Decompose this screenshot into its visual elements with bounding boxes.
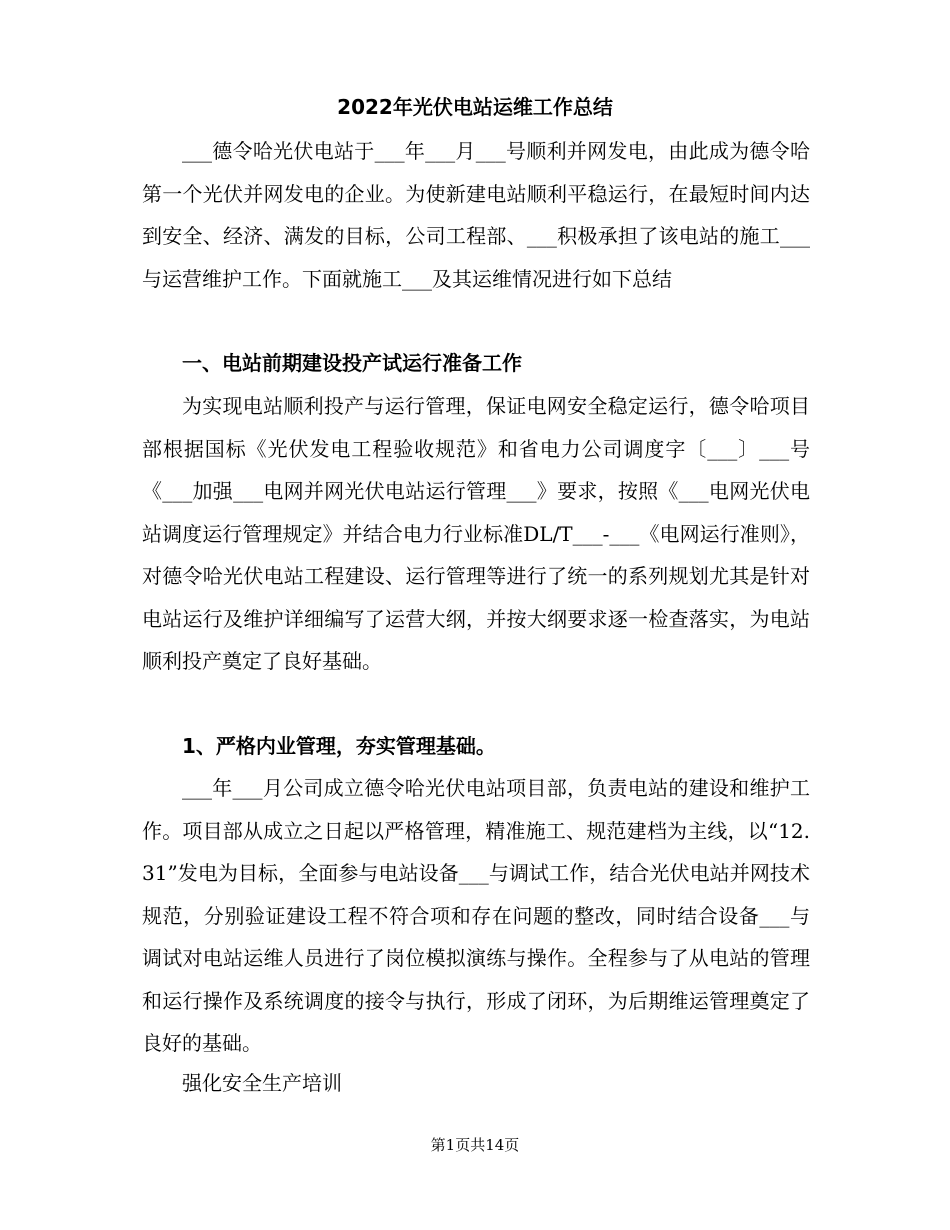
subsection-heading-1: 1、严格内业管理，夯实管理基础。 bbox=[182, 734, 496, 758]
section-1-paragraph: 为实现电站顺利投产与运行管理，保证电网安全稳定运行，德令哈项目部根据国标《光伏发电工程验收规范》和省电力公司调度字〔___〕___号《___加强___电网并网光伏电站运行管理___》要求，按照《___电网光伏电站调度运行管理规定》并结合电力行业标准DL/T___-___《电网运行准则》，对德令哈光伏电站工程建设、运行管理等进行了统一的系列规划尤其是针对电站运行及维护详细编写了运营大纲，并按大纲要求逐一检查落实，为电站顺利投产奠定了良好基础。 bbox=[142, 394, 810, 673]
training-paragraph: 强化安全生产培训 bbox=[182, 1071, 342, 1095]
document-title: 2022年光伏电站运维工作总结 bbox=[337, 95, 613, 119]
subsection-1-paragraph: ___年___月公司成立德令哈光伏电站项目部，负责电站的建设和维护工作。项目部从成立之日起以严格管理，精准施工、规范建档为主线，以“12.31”发电为目标，全面参与电站设备___与调试工作，结合光伏电站并网技术规范，分别验证建设工程不符合项和存在问题的整改，同时结合设备___与调试对电站运维人员进行了岗位模拟演练与操作。全程参与了从电站的管理和运行操作及系统调度的接令与执行，形成了闭环，为后期维运管理奠定了良好的基础。 bbox=[142, 776, 810, 1055]
page-footer: 第1页共14页 bbox=[430, 1136, 520, 1154]
intro-paragraph: ___德令哈光伏电站于___年___月___号顺利并网发电，由此成为德令哈第一个光伏并网发电的企业。为使新建电站顺利平稳运行，在最短时间内达到安全、经济、满发的目标，公司工程部、___积极承担了该电站的施工___与运营维护工作。下面就施工___及其运维情况进行如下总结 bbox=[142, 139, 810, 291]
section-heading-1: 一、电站前期建设投产试运行准备工作 bbox=[182, 351, 522, 375]
